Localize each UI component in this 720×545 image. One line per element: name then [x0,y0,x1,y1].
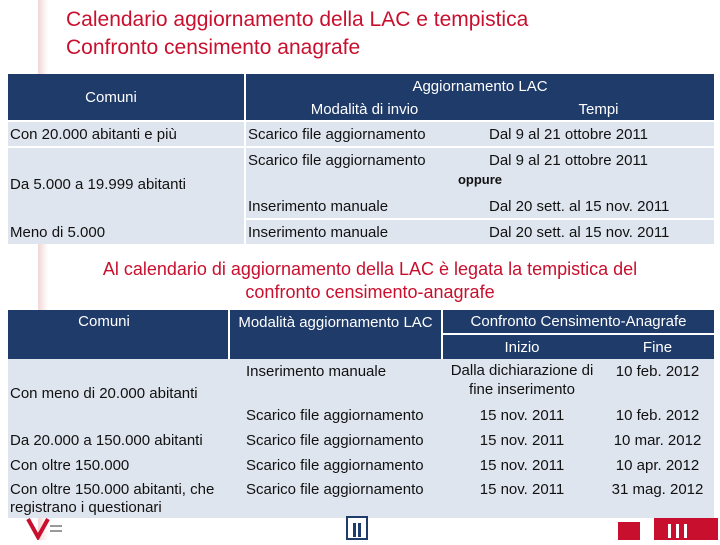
t1-r3-comune: Meno di 5.000 [8,220,246,244]
t2-r1a-modalita: Inserimento manuale [246,363,387,380]
t1-header-modalita [246,98,483,122]
table-row [8,122,714,146]
t2-r1a-fine: 10 feb. 2012 [615,363,700,380]
lac-update-table [8,74,714,244]
page-title [66,6,706,62]
t1-header-group [246,74,714,98]
t2-r1b-fine: 10 feb. 2012 [615,407,700,424]
building-logo-icon [345,513,369,540]
t2-header-group-label: Confronto Censimento-Anagrafe [470,313,687,330]
t1-oppure: oppure [457,172,503,187]
t2-r3-modalita: Scarico file aggiornamento [246,457,424,474]
t1-r1-tempi: Dal 9 al 21 ottobre 2011 [489,125,649,143]
title-line-2: Confronto censimento anagrafe [66,36,361,59]
census-logo-icon [24,515,64,540]
t2-r2-fine: 10 mar. 2012 [613,432,702,449]
t1-r2-comune: Da 5.000 a 19.999 abitanti [8,148,246,220]
table-row [8,148,714,172]
t1-r2-modalita-b: Inserimento manuale [248,197,389,215]
t2-r1b-modalita: Scarico file aggiornamento [246,407,424,424]
t2-r4-modalita: Scarico file aggiornamento [246,481,424,498]
t1-header-group-label: Aggiornamento LAC [412,77,548,95]
t1-r3-tempi: Dal 20 sett. al 15 nov. 2011 [489,223,670,241]
t2-r3-comune: Con oltre 150.000 [10,457,130,474]
t1-header-comuni-label: Comuni [85,88,137,106]
t1-header-modalita-label: Modalità di invio [310,100,419,118]
t2-header-fine [601,335,714,359]
t2-header-fine-label: Fine [642,338,673,356]
t2-header-comuni [8,310,230,359]
t1-r2-modalita-a: Scarico file aggiornamento [248,151,426,169]
t2-r4-fine: 31 mag. 2012 [611,481,704,498]
t1-r2-tempi-a: Dal 9 al 21 ottobre 2011 [489,151,649,169]
t1-r2-tempi-b: Dal 20 sett. al 15 nov. 2011 [489,197,670,215]
table-row [8,428,714,453]
t2-header-inizio [443,335,601,359]
t2-r4-comune: Con oltre 150.000 abitanti, che registrano i questionari [10,481,215,516]
t2-r4-inizio: 15 nov. 2011 [479,481,565,498]
t1-header-tempi [483,98,714,122]
middle-heading [40,258,700,304]
t2-header-comuni-label: Comuni [78,313,130,330]
t2-r1-comune: Con meno di 20.000 abitanti [10,385,198,402]
t2-r2-modalita: Scarico file aggiornamento [246,432,424,449]
t2-header-inizio-label: Inizio [504,338,540,356]
t1-header-comuni [8,74,246,122]
t1-r1-comune: Con 20.000 abitanti e più [8,122,246,146]
t2-r3-inizio: 15 nov. 2011 [479,457,565,474]
t1-r1-modalita: Scarico file aggiornamento [248,125,426,143]
census-comparison-table [8,310,714,518]
middle-line-2: confronto censimento-anagrafe [245,282,495,302]
t2-r3-fine: 10 apr. 2012 [615,457,700,474]
t2-r2-inizio: 15 nov. 2011 [479,432,565,449]
t2-r1a-inizio: Dalla dichiarazione di fine inserimento [450,362,594,398]
table-row [8,453,714,478]
table-row [8,359,714,403]
istat-logo-icon [618,512,718,540]
table-row [8,220,714,244]
title-line-1: Calendario aggiornamento della LAC e tempistica [66,8,529,31]
t1-header-tempi-label: Tempi [578,100,619,118]
t2-header-group [443,310,714,335]
t2-header-modalita [230,310,443,359]
t2-header-modalita-label: Modalità aggiornamento LAC [238,314,433,331]
middle-line-1: Al calendario di aggiornamento della LAC è legata la tempistica del [102,259,638,279]
t2-r1b-inizio: 15 nov. 2011 [479,407,565,424]
t1-r3-modalita: Inserimento manuale [248,223,389,241]
t2-r2-comune: Da 20.000 a 150.000 abitanti [10,432,203,449]
table-row [8,478,714,518]
